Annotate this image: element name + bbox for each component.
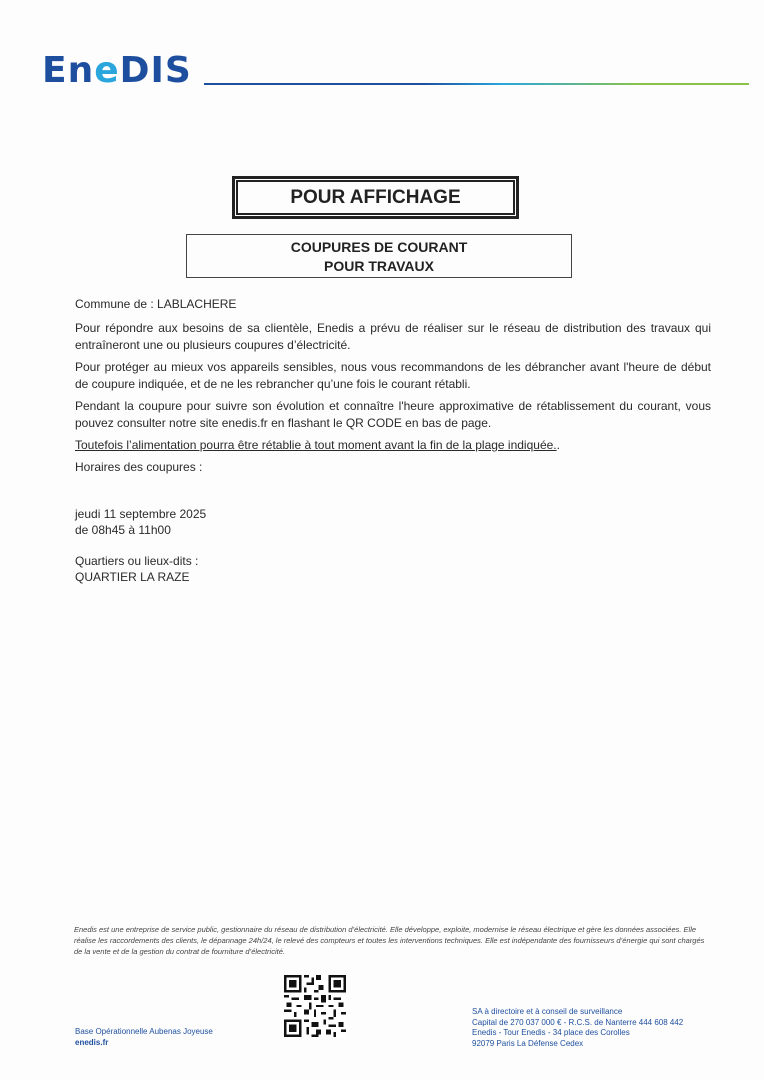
company-line-2: Capital de 270 037 000 € - R.C.S. de Nanterre 444 608 442 (472, 1017, 684, 1027)
underlined-note: Toutefois l’alimentation pourra être rétablie à tout moment avant la fin de la plage indiquée. (75, 438, 557, 452)
subtitle-line-2: POUR TRAVAUX (324, 258, 434, 274)
enedis-logo: EneDIS (42, 50, 192, 91)
paragraph-2: Pour protéger au mieux vos appareils sensibles, nous vous recommandons de les débrancher avant l'heure de début de coupure indiquée, et de ne les rebrancher qu’une fois le courant rétabli. (75, 360, 711, 391)
horaires-label: Horaires des coupures : (75, 460, 203, 474)
website-link[interactable]: enedis.fr (75, 1038, 109, 1047)
commune-text: Commune de : LABLACHERE (75, 297, 237, 311)
page-title: POUR AFFICHAGE (232, 176, 519, 219)
company-line-1: SA à directoire et à conseil de surveillance (472, 1007, 623, 1016)
qr-code[interactable] (284, 975, 346, 1037)
quartiers-label: Quartiers ou lieux-dits : (75, 554, 199, 568)
subtitle-box (186, 234, 572, 278)
paragraph-3: Pendant la coupure pour suivre son évolution et connaître l'heure approximative de rétablissement du courant, vous pouvez consulter notre site enedis.fr en flashant le QR CODE en bas de page. (75, 399, 711, 430)
note-period: . (556, 438, 560, 452)
footer-legal-text: Enedis est une entreprise de service public, gestionnaire du réseau de distribution d’électricité. Elle développe, exploite, modernise le réseau électrique et gère les données associées. Elle réalise les raccordements des clients, le dépannage 24h/24, le relevé des compteurs et toutes les interventions techniques. Elle est indépendante des fournisseurs d’énergie qui sont chargés de la vente et de la gestion du contrat de fourniture d’électricité. (74, 925, 705, 956)
outage-date: jeudi 11 septembre 2025 (75, 507, 207, 521)
footer-left (75, 1026, 213, 1048)
base-operationnelle: Base Opérationnelle Aubenas Joyeuse (75, 1027, 213, 1036)
company-info (472, 1007, 683, 1049)
quartier-name: QUARTIER LA RAZE (75, 570, 190, 584)
header-divider (204, 83, 749, 85)
company-line-3: Enedis - Tour Enedis - 34 place des Corolles (472, 1028, 630, 1037)
outage-time-range: de 08h45 à 11h00 (75, 523, 171, 537)
company-line-4: 92079 Paris La Défense Cedex (472, 1038, 584, 1048)
paragraph-1: Pour répondre aux besoins de sa clientèle, Enedis a prévu de réaliser sur le réseau de distribution des travaux qui entraîneront une ou plusieurs coupures d’électricité. (75, 321, 711, 352)
underlined-note-row (75, 437, 711, 454)
subtitle-line-1: COUPURES DE COURANT (290, 239, 468, 255)
